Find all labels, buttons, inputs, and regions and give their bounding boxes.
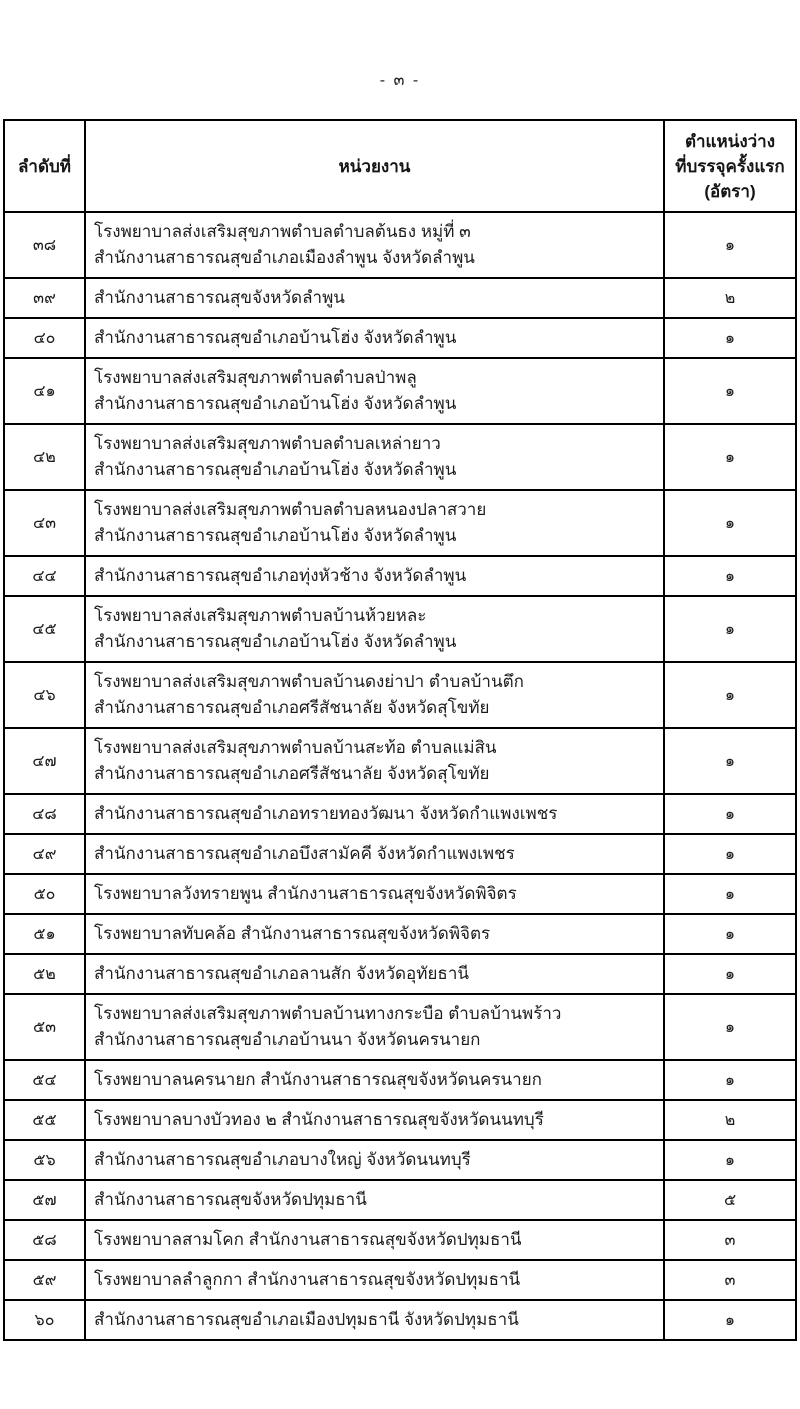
table-row: [4, 1300, 796, 1340]
table-header-row: [4, 120, 796, 212]
table-body: [4, 212, 796, 1340]
row-vacancy-count: ๑: [664, 318, 796, 358]
row-order-number: ๕๘: [4, 1220, 85, 1260]
row-unit-name: [85, 874, 664, 914]
table-row: [4, 490, 796, 556]
table-row: [4, 728, 796, 794]
row-vacancy-count: ๑: [664, 994, 796, 1060]
row-vacancy-count: ๒: [664, 278, 796, 318]
table-row: [4, 318, 796, 358]
unit-name-line: โรงพยาบาลส่งเสริมสุขภาพตำบลตำบลเหล่ายาว: [94, 434, 441, 453]
unit-name-line: สำนักงานสาธารณสุขอำเภอบึงสามัคคี จังหวัดกำแพงเพชร: [94, 844, 515, 863]
row-unit-name: [85, 914, 664, 954]
unit-name-line: สำนักงานสาธารณสุขอำเภอบ้านโฮ่ง จังหวัดลำพูน: [94, 460, 457, 479]
row-vacancy-count: ๕: [664, 1180, 796, 1220]
row-unit-name: [85, 834, 664, 874]
row-unit-name: [85, 1300, 664, 1340]
row-unit-name: [85, 212, 664, 278]
row-vacancy-count: ๑: [664, 490, 796, 556]
row-order-number: ๕๔: [4, 1060, 85, 1100]
row-vacancy-count: ๑: [664, 728, 796, 794]
table-row: [4, 1060, 796, 1100]
row-vacancy-count: ๒: [664, 1100, 796, 1140]
row-unit-name: [85, 1220, 664, 1260]
unit-name-line: สำนักงานสาธารณสุขจังหวัดลำพูน: [94, 288, 345, 307]
row-order-number: ๖๐: [4, 1300, 85, 1340]
table-row: [4, 914, 796, 954]
row-order-number: ๔๓: [4, 490, 85, 556]
unit-name-line: โรงพยาบาลส่งเสริมสุขภาพตำบลบ้านห้วยหละ: [94, 606, 427, 625]
unit-name-line: สำนักงานสาธารณสุขอำเภอเมืองปทุมธานี จังหวัดปทุมธานี: [94, 1310, 519, 1329]
row-order-number: ๔๗: [4, 728, 85, 794]
row-unit-name: [85, 318, 664, 358]
row-unit-name: [85, 490, 664, 556]
row-vacancy-count: ๑: [664, 834, 796, 874]
row-unit-name: [85, 556, 664, 596]
table-row: [4, 212, 796, 278]
unit-name-line: โรงพยาบาลทับคล้อ สำนักงานสาธารณสุขจังหวัดพิจิตร: [94, 924, 491, 943]
table-row: [4, 874, 796, 914]
row-vacancy-count: ๑: [664, 1060, 796, 1100]
unit-name-line: สำนักงานสาธารณสุขอำเภอศรีสัชนาลัย จังหวัดสุโขทัย: [94, 698, 490, 717]
unit-name-line: โรงพยาบาลส่งเสริมสุขภาพตำบลบ้านดงย่าปา ตำบลบ้านตึก: [94, 672, 524, 691]
row-vacancy-count: ๑: [664, 1140, 796, 1180]
row-order-number: ๕๙: [4, 1260, 85, 1300]
table-row: [4, 1180, 796, 1220]
table-row: [4, 1220, 796, 1260]
row-order-number: ๕๑: [4, 914, 85, 954]
table-row: [4, 662, 796, 728]
table-row: [4, 1140, 796, 1180]
row-unit-name: [85, 994, 664, 1060]
row-unit-name: [85, 662, 664, 728]
unit-name-line: สำนักงานสาธารณสุขอำเภอทุ่งหัวช้าง จังหวัดลำพูน: [94, 566, 467, 585]
row-unit-name: [85, 278, 664, 318]
row-order-number: ๔๔: [4, 556, 85, 596]
table-row: [4, 1260, 796, 1300]
table-row: [4, 794, 796, 834]
row-unit-name: [85, 596, 664, 662]
table-row: [4, 556, 796, 596]
unit-name-line: โรงพยาบาลบางบัวทอง ๒ สำนักงานสาธารณสุขจังหวัดนนทบุรี: [94, 1110, 544, 1129]
table-row: [4, 834, 796, 874]
row-order-number: ๔๑: [4, 358, 85, 424]
row-vacancy-count: ๑: [664, 874, 796, 914]
row-order-number: ๓๘: [4, 212, 85, 278]
row-unit-name: [85, 1260, 664, 1300]
row-order-number: ๔๕: [4, 596, 85, 662]
table-header: [4, 120, 796, 212]
row-order-number: ๔๐: [4, 318, 85, 358]
table-row: [4, 954, 796, 994]
unit-name-line: สำนักงานสาธารณสุขจังหวัดปทุมธานี: [94, 1190, 367, 1209]
row-order-number: ๕๖: [4, 1140, 85, 1180]
table-row: [4, 278, 796, 318]
unit-name-line: สำนักงานสาธารณสุขอำเภอบ้านโฮ่ง จังหวัดลำพูน: [94, 328, 457, 347]
row-order-number: ๕๐: [4, 874, 85, 914]
row-unit-name: [85, 954, 664, 994]
row-order-number: ๕๓: [4, 994, 85, 1060]
row-vacancy-count: ๑: [664, 914, 796, 954]
row-unit-name: [85, 424, 664, 490]
row-vacancy-count: ๓: [664, 1260, 796, 1300]
unit-name-line: สำนักงานสาธารณสุขอำเภอบ้านโฮ่ง จังหวัดลำพูน: [94, 632, 457, 651]
header-unit-name: หน่วยงาน: [85, 120, 664, 212]
table-row: [4, 424, 796, 490]
unit-name-line: สำนักงานสาธารณสุขอำเภอบ้านนา จังหวัดนครนายก: [94, 1030, 481, 1049]
unit-name-line: โรงพยาบาลนครนายก สำนักงานสาธารณสุขจังหวัดนครนายก: [94, 1070, 542, 1089]
unit-name-line: โรงพยาบาลลำลูกกา สำนักงานสาธารณสุขจังหวัดปทุมธานี: [94, 1270, 521, 1289]
row-unit-name: [85, 1180, 664, 1220]
unit-name-line: โรงพยาบาลส่งเสริมสุขภาพตำบลตำบลป่าพลู: [94, 368, 417, 387]
unit-name-line: สำนักงานสาธารณสุขอำเภอบ้านโฮ่ง จังหวัดลำพูน: [94, 394, 457, 413]
row-unit-name: [85, 728, 664, 794]
row-unit-name: [85, 1140, 664, 1180]
row-unit-name: [85, 1100, 664, 1140]
row-vacancy-count: ๑: [664, 212, 796, 278]
header-vacancy-line-2: ที่บรรจุครั้งแรก: [675, 156, 785, 176]
row-vacancy-count: ๑: [664, 358, 796, 424]
row-unit-name: [85, 794, 664, 834]
table-row: [4, 596, 796, 662]
unit-name-line: โรงพยาบาลสามโคก สำนักงานสาธารณสุขจังหวัดปทุมธานี: [94, 1230, 522, 1249]
vacancy-table: [3, 119, 797, 1341]
row-vacancy-count: ๑: [664, 662, 796, 728]
row-order-number: ๔๙: [4, 834, 85, 874]
unit-name-line: สำนักงานสาธารณสุขอำเภอบางใหญ่ จังหวัดนนทบุรี: [94, 1150, 471, 1169]
row-vacancy-count: ๑: [664, 794, 796, 834]
unit-name-line: สำนักงานสาธารณสุขอำเภอศรีสัชนาลัย จังหวัดสุโขทัย: [94, 764, 490, 783]
unit-name-line: สำนักงานสาธารณสุขอำเภอบ้านโฮ่ง จังหวัดลำพูน: [94, 526, 457, 545]
header-order-number: ลำดับที่: [4, 120, 85, 212]
unit-name-line: โรงพยาบาลวังทรายพูน สำนักงานสาธารณสุขจังหวัดพิจิตร: [94, 884, 517, 903]
table-row: [4, 1100, 796, 1140]
row-order-number: ๔๘: [4, 794, 85, 834]
unit-name-line: โรงพยาบาลส่งเสริมสุขภาพตำบลตำบลหนองปลาสวาย: [94, 500, 487, 519]
row-vacancy-count: ๑: [664, 1300, 796, 1340]
header-vacancy-count: [664, 120, 796, 212]
row-order-number: ๔๒: [4, 424, 85, 490]
row-vacancy-count: ๑: [664, 424, 796, 490]
unit-name-line: สำนักงานสาธารณสุขอำเภอทรายทองวัฒนา จังหวัดกำแพงเพชร: [94, 804, 558, 823]
unit-name-line: สำนักงานสาธารณสุขอำเภอลานสัก จังหวัดอุทัยธานี: [94, 964, 469, 983]
row-order-number: ๕๒: [4, 954, 85, 994]
unit-name-line: โรงพยาบาลส่งเสริมสุขภาพตำบลตำบลต้นธง หมู่ที่ ๓: [94, 222, 471, 241]
row-vacancy-count: ๓: [664, 1220, 796, 1260]
row-order-number: ๕๗: [4, 1180, 85, 1220]
table-row: [4, 358, 796, 424]
row-vacancy-count: ๑: [664, 556, 796, 596]
row-order-number: ๓๙: [4, 278, 85, 318]
row-vacancy-count: ๑: [664, 596, 796, 662]
table-row: [4, 994, 796, 1060]
unit-name-line: โรงพยาบาลส่งเสริมสุขภาพตำบลบ้านสะท้อ ตำบลแม่สิน: [94, 738, 497, 757]
unit-name-line: โรงพยาบาลส่งเสริมสุขภาพตำบลบ้านทางกระบือ ตำบลบ้านพร้าว: [94, 1004, 562, 1023]
row-order-number: ๕๕: [4, 1100, 85, 1140]
page-number: - ๓ -: [379, 72, 421, 89]
unit-name-line: สำนักงานสาธารณสุขอำเภอเมืองลำพูน จังหวัดลำพูน: [94, 248, 475, 267]
row-vacancy-count: ๑: [664, 954, 796, 994]
header-vacancy-line-3: (อัตรา): [704, 181, 756, 201]
header-vacancy-line-1: ตำแหน่งว่าง: [684, 131, 776, 151]
row-unit-name: [85, 1060, 664, 1100]
row-unit-name: [85, 358, 664, 424]
row-order-number: ๔๖: [4, 662, 85, 728]
